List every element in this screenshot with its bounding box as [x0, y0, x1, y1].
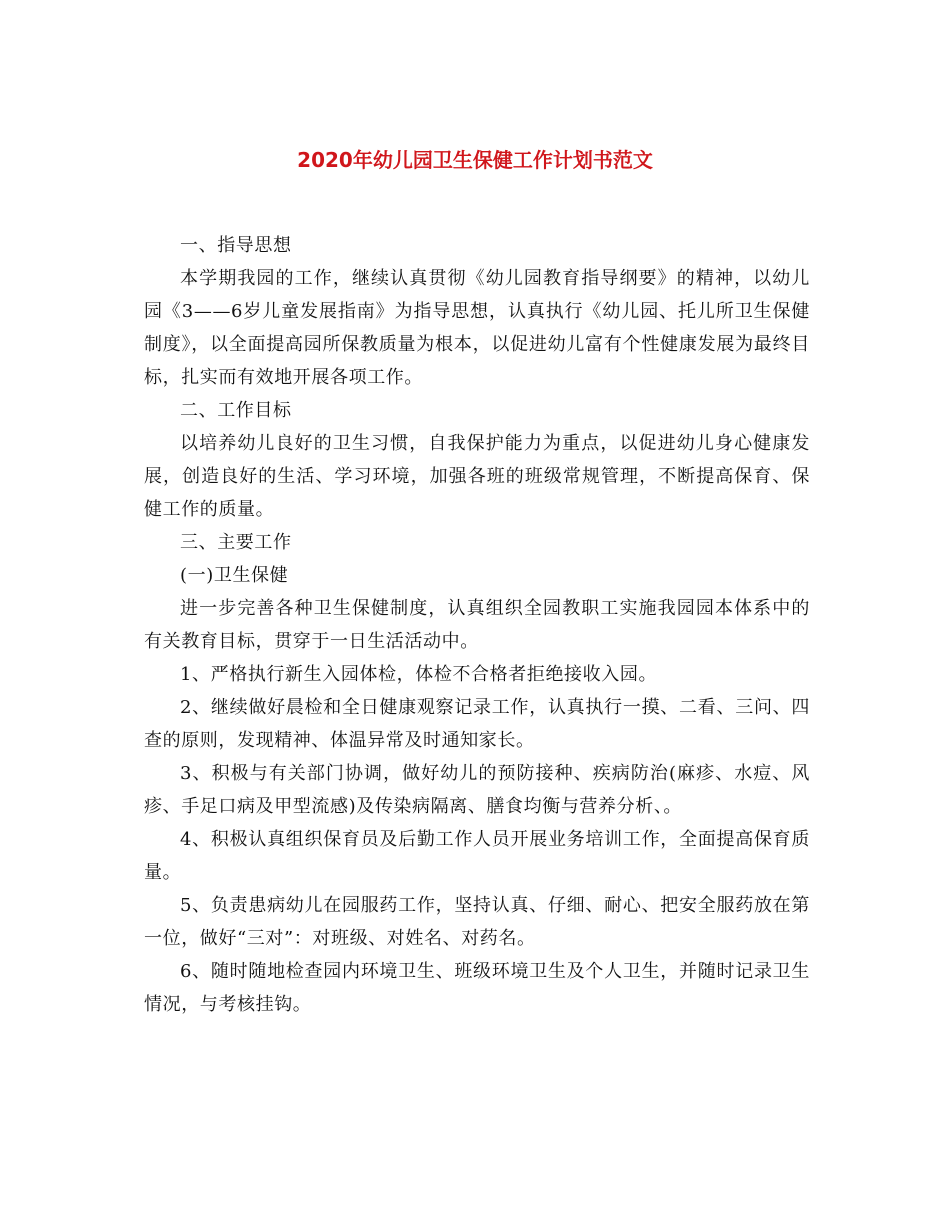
- list-item-2: 2、继续做好晨检和全日健康观察记录工作，认真执行一摸、二看、三问、四查的原则，发现精神、体温异常及时通知家长。: [144, 697, 810, 751]
- page-title: 2020年幼儿园卫生保健工作计划书范文: [297, 148, 653, 172]
- list-item-4: 4、积极认真组织保育员及后勤工作人员开展业务培训工作，全面提高保育质量。: [144, 829, 810, 883]
- paragraph-guiding-thought: 本学期我园的工作，继续认真贯彻《幼儿园教育指导纲要》的精神，以幼儿园《3——6岁儿童发展指南》为指导思想，认真执行《幼儿园、托儿所卫生保健制度》，以全面提高园所保教质量为根本，以促进幼儿富有个性健康发展为最终目标，扎实而有效地开展各项工作。: [144, 268, 810, 388]
- subsection-heading-health-care: (一)卫生保健: [180, 565, 289, 586]
- section-heading-main-work: 三、主要工作: [180, 532, 292, 553]
- list-item-3: 3、积极与有关部门协调，做好幼儿的预防接种、疾病防治(麻疹、水痘、风疹、手足口病及甲型流感)及传染病隔离、膳食均衡与营养分析、。: [144, 763, 810, 817]
- section-heading-guiding-thought: 一、指导思想: [180, 235, 292, 256]
- list-item-5: 5、负责患病幼儿在园服药工作，坚持认真、仔细、耐心、把安全服药放在第一位，做好“三对”：对班级、对姓名、对药名。: [144, 895, 810, 949]
- paragraph-work-goals: 以培养幼儿良好的卫生习惯，自我保护能力为重点，以促进幼儿身心健康发展，创造良好的生活、学习环境，加强各班的班级常规管理，不断提高保育、保健工作的质量。: [144, 433, 810, 520]
- list-item-1: 1、严格执行新生入园体检，体检不合格者拒绝接收入园。: [180, 664, 658, 685]
- paragraph-health-care-intro: 进一步完善各种卫生保健制度，认真组织全园教职工实施我园园本体系中的有关教育目标，贯穿于一日生活活动中。: [144, 598, 810, 652]
- document-body: [144, 229, 810, 1021]
- section-heading-work-goals: 二、工作目标: [180, 400, 292, 421]
- list-item-6: 6、随时随地检查园内环境卫生、班级环境卫生及个人卫生，并随时记录卫生情况，与考核挂钩。: [144, 961, 810, 1015]
